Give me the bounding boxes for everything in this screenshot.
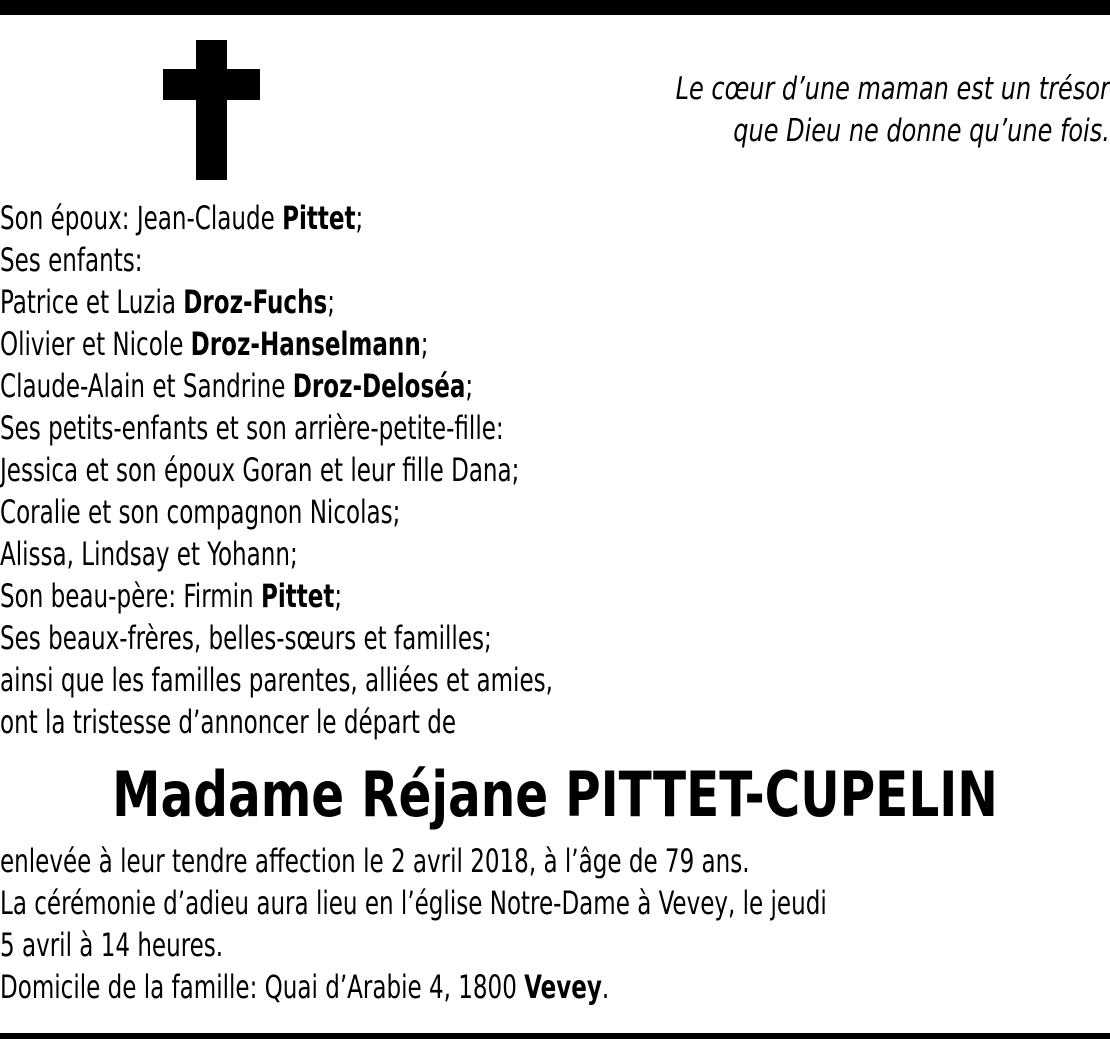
epigraph-line-1: Le cœur d’une maman est un trésor — [675, 71, 1110, 107]
top-border-rule — [0, 0, 1110, 15]
cross-icon — [163, 40, 260, 180]
closing-line-3: 5 avril à 14 heures. — [0, 926, 224, 964]
family-line: ont la tristesse d’annoncer le départ de — [0, 703, 456, 741]
family-line: Patrice et Luzia Droz-Fuchs; — [0, 283, 335, 321]
family-line: Coralie et son compagnon Nicolas; — [0, 493, 401, 531]
closing-paragraph — [0, 840, 827, 1008]
family-line: Jessica et son époux Goran et leur fille Dana; — [0, 451, 520, 489]
family-line: Ses petits-enfants et son arrière-petite-fille: — [0, 409, 504, 447]
family-list — [0, 197, 553, 743]
epigraph-quote — [676, 68, 1110, 152]
epigraph-line-2: que Dieu ne donne qu’une fois. — [733, 113, 1110, 149]
family-line: Ses enfants: — [0, 241, 143, 279]
town-name: Vevey — [524, 968, 602, 1006]
family-line: Ses beaux-frères, belles-sœurs et familles; — [0, 619, 492, 657]
family-line: Son beau-père: Firmin Pittet; — [0, 577, 343, 615]
family-line: Alissa, Lindsay et Yohann; — [0, 535, 298, 573]
family-line: Claude-Alain et Sandrine Droz-Deloséa; — [0, 367, 474, 405]
family-line: Olivier et Nicole Droz-Hanselmann; — [0, 325, 429, 363]
closing-line-1: enlevée à leur tendre affection le 2 avril 2018, à l’âge de 79 ans. — [0, 842, 750, 880]
closing-line-2: La cérémonie d’adieu aura lieu en l’église Notre-Dame à Vevey, le jeudi — [0, 884, 827, 922]
family-line: ainsi que les familles parentes, alliées et amies, — [0, 661, 553, 699]
bottom-border-rule — [0, 1033, 1110, 1039]
deceased-name-heading: Madame Réjane PITTET-CUPELIN — [112, 758, 998, 831]
family-line: Son époux: Jean-Claude Pittet; — [0, 199, 364, 237]
closing-line-4: Domicile de la famille: Quai d’Arabie 4, 1800 Vevey. — [0, 968, 610, 1006]
